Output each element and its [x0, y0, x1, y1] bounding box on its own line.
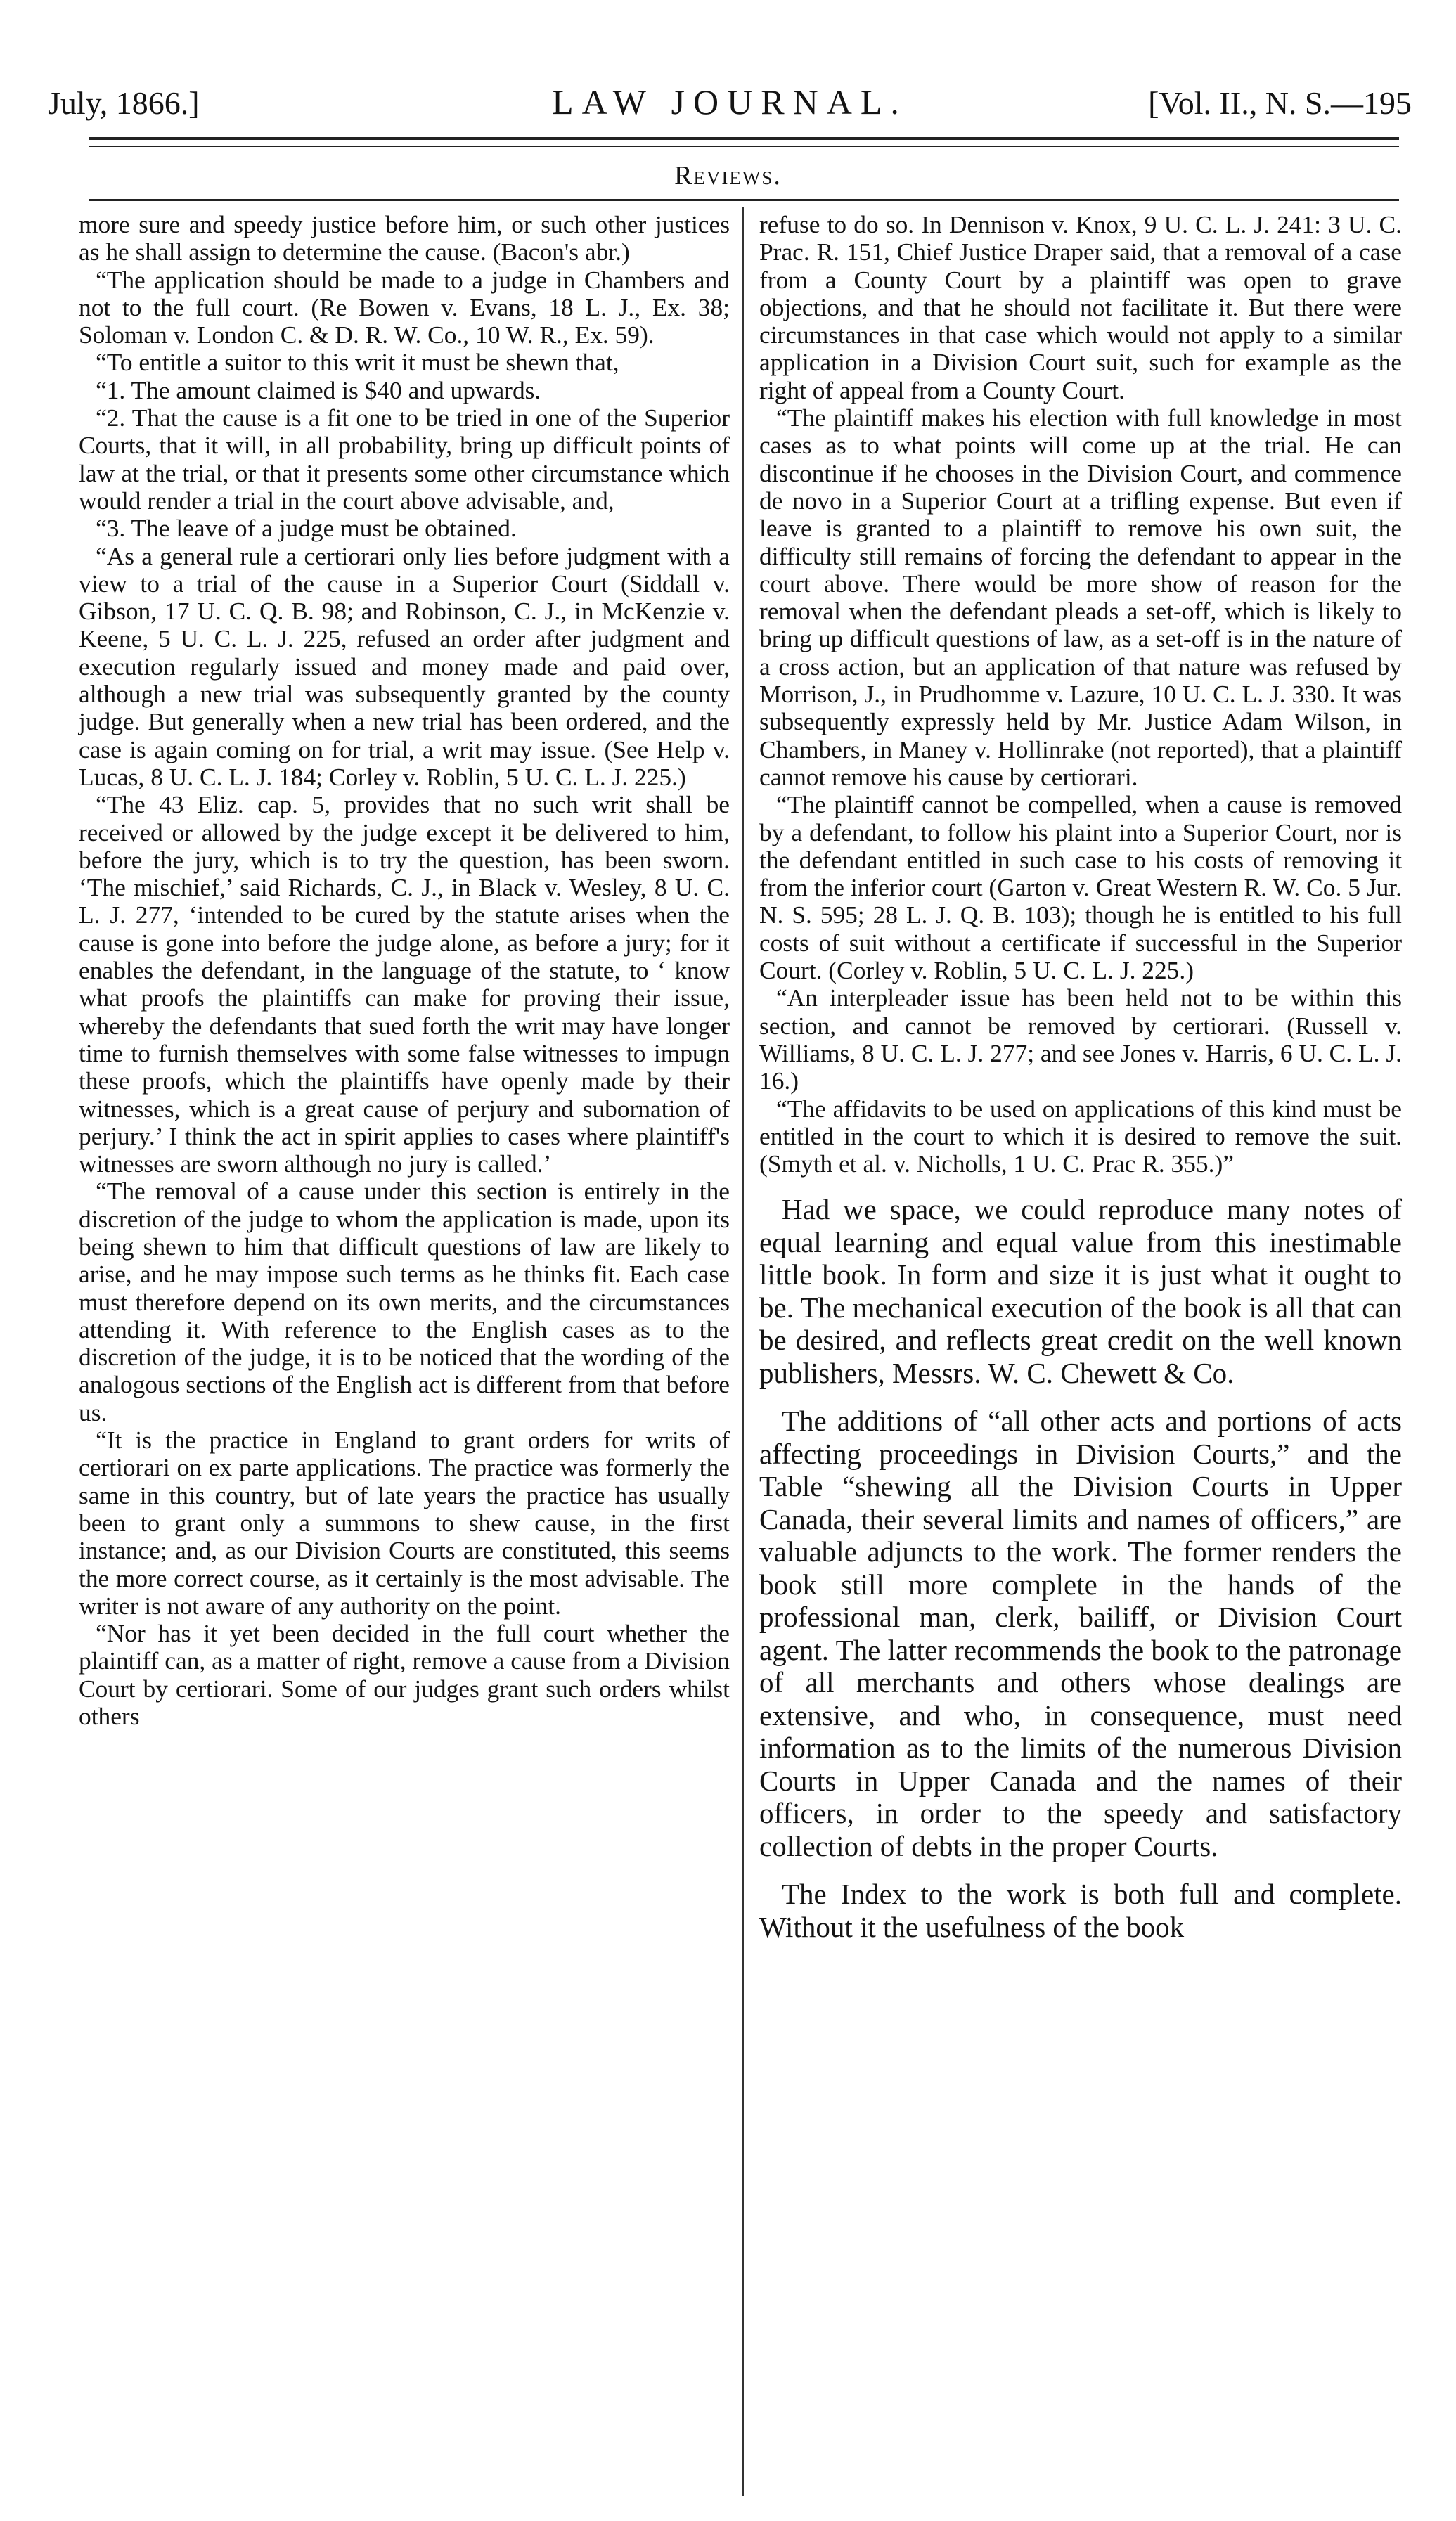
- paragraph: “The plaintiff cannot be compelled, when a cause is removed by a defendant, to follow his plaint into a Superior Court, nor is the defendant entitled in such case to his costs of removing it from the inferior court (Garton v. Great Western R. W. Co. 5 Jur. N. S. 595; 28 L. J. Q. B. 103); though he is entitled to his full costs of suit without a certificate if successful in the Superior Court. (Corley v. Roblin, 5 U. C. L. J. 225.): [759, 790, 1402, 985]
- section-rule: [89, 199, 1399, 201]
- paragraph: “An interpleader issue has been held not to be within this section, and cannot be removed by certiorari. (Russell v. Williams, 8 U. C. L. J. 277; and see Jones v. Harris, 6 U. C. L. J. 16.): [759, 984, 1402, 1095]
- paragraph: refuse to do so. In Dennison v. Knox, 9 U. C. L. J. 241: 3 U. C. Prac. R. 151, Chief Justice Draper said, that a removal of a case from a County Court by a plaintiff was open to grave objections, and that he should not facilitate it. But there were circumstances in that case which would not apply to a similar application in a Division Court suit, such for example as the right of appeal from a County Court.: [759, 210, 1402, 404]
- spacer: [759, 1389, 1402, 1405]
- header-title: LAW JOURNAL.: [552, 82, 908, 122]
- paragraph: “As a general rule a certiorari only lies before judgment with a view to a trial of the cause in a Superior Court (Siddall v. Gibson, 17 U. C. Q. B. 98; and Robinson, C. J., in McKenzie v. Keene, 5 U. C. L. J. 225, refused an order after judgment and execution regularly issued and money made and paid over, although a new trial was subsequently granted by the county judge. But generally when a new trial has been ordered, and the case is again coming on for trial, a writ may issue. (See Help v. Lucas, 8 U. C. L. J. 184; Corley v. Roblin, 5 U. C. L. J. 225.): [79, 541, 730, 791]
- paragraph: “3. The leave of a judge must be obtained.: [96, 514, 517, 543]
- paragraph: “It is the practice in England to grant orders for writs of certiorari on ex parte applications. The practice was formerly the same in this country, but of late years the practice has usually been to grant only a summons to shew cause, in the first instance; and, as our Division Courts are constituted, this seems the more correct course, as it certainly is the most advisable. The writer is not aware of any authority on the point.: [79, 1426, 730, 1620]
- paragraph: “The affidavits to be used on applications of this kind must be entitled in the court to which it is desired to remove the suit. (Smyth et al. v. Nicholls, 1 U. C. Prac R. 355.)”: [759, 1094, 1402, 1178]
- spacer: [759, 1862, 1402, 1878]
- paragraph: “The application should be made to a judge in Chambers and not to the full court. (Re Bowen v. Evans, 18 L. J., Ex. 38; Soloman v. London C. & D. R. W. Co., 10 W. R., Ex. 59).: [79, 265, 730, 349]
- paragraph: “2. That the cause is a fit one to be tried in one of the Superior Courts, that it will, in all probability, bring up difficult points of law at the trial, or that it presents some other circumstance which would render a trial in the court above advisable, and,: [79, 404, 730, 515]
- header-rule-thin: [89, 146, 1399, 147]
- header-volume: [Vol. II., N. S.—195: [1148, 85, 1412, 121]
- review-paragraph: The Index to the work is both full and complete. Without it the usefulness of the book: [759, 1878, 1402, 1943]
- right-column: [759, 211, 1402, 1943]
- paragraph: “The 43 Eliz. cap. 5, provides that no such writ shall be received or allowed by the judge except it be delivered to him, before the jury, which is to try the question, has been sworn. ‘The mischief,’ said Richards, C. J., in Black v. Wesley, 8 U. C. L. J. 277, ‘intended to be cured by the statute arises when the cause is gone into before the judge alone, as before a jury; for it enables the defendant, in the language of the statute, to ‘ know what proofs the plaintiffs can make for proving their issue, whereby the defendants that sued forth the writ may have longer time to furnish themselves with some false witnesses to impugn these proofs, which the plaintiffs have openly made by their witnesses, which is a great cause of perjury and subornation of perjury.’ I think the act in spirit applies to cases where plaintiff's witnesses are sworn although no jury is called.’: [79, 790, 730, 1178]
- paragraph: “Nor has it yet been decided in the full court whether the plaintiff can, as a matter of right, remove a cause from a Division Court by certiorari. Some of our judges grant such orders whilst others: [79, 1619, 730, 1731]
- header-date: July, 1866.]: [48, 85, 200, 121]
- paragraph: “The removal of a cause under this section is entirely in the discretion of the judge to whom the application is made, upon its being shewn to him that difficult questions of law are likely to arise, and he may impose such terms as he thinks fit. Each case must therefore depend on its own merits, and the circumstances attending it. With reference to the English cases as to the discretion of the judge, it is to be noticed that the wording of the analogous sections of the English act is different from that before us.: [79, 1177, 730, 1426]
- review-paragraph: The additions of “all other acts and portions of acts affecting proceedings in Division Courts,” and the Table “shewing all the Division Courts in Upper Canada, their several limits and names of officers,” are valuable adjuncts to the work. The former renders the book still more complete in the hands of the professional man, clerk, bailiff, or Division Court agent. The latter recommends the book to the patronage of all merchants and others whose dealings are extensive, and who, in consequence, must need information as to the limits of the numerous Division Courts in Upper Canada and the names of their officers, in order to the speedy and satisfactory collection of debts in the proper Courts.: [759, 1405, 1402, 1862]
- spacer: [759, 1178, 1402, 1193]
- column-divider: [742, 207, 744, 2496]
- paragraph: “1. The amount claimed is $40 and upwards.: [96, 375, 541, 404]
- review-paragraph: Had we space, we could reproduce many notes of equal learning and equal value from this inestimable little book. In form and size it is just what it ought to be. The mechanical execution of the book is all that can be desired, and reflects great credit on the well known publishers, Messrs. W. C. Chewett & Co.: [759, 1193, 1402, 1389]
- paragraph: more sure and speedy justice before him, or such other justices as he shall assign to determine the cause. (Bacon's abr.): [79, 210, 730, 266]
- header-rule-thick: [89, 137, 1399, 140]
- page-header: [48, 79, 1412, 128]
- left-column: [79, 211, 730, 1730]
- paragraph: “The plaintiff makes his election with full knowledge in most cases as to what points will come up at the trial. He can discontinue if he chooses in the Division Court, and commence de novo in a Superior Court at a trifling expense. But even if leave is granted to a plaintiff to remove his own suit, the difficulty still remains of forcing the defendant to appear in the court above. There would be more show of reason for the removal when the defendant pleads a set-off, which is likely to bring up difficult questions of law, as a set-off is in the nature of a cross action, but an application of that nature was refused by Morrison, J., in Prudhomme v. Lazure, 10 U. C. L. J. 330. It was subsequently expressly held by Mr. Justice Adam Wilson, in Chambers, in Maney v. Hollinrake (not reported), that a plaintiff cannot remove his cause by certiorari.: [759, 404, 1402, 791]
- section-title: Reviews.: [674, 161, 782, 191]
- paragraph: “To entitle a suitor to this writ it must be shewn that,: [96, 348, 619, 377]
